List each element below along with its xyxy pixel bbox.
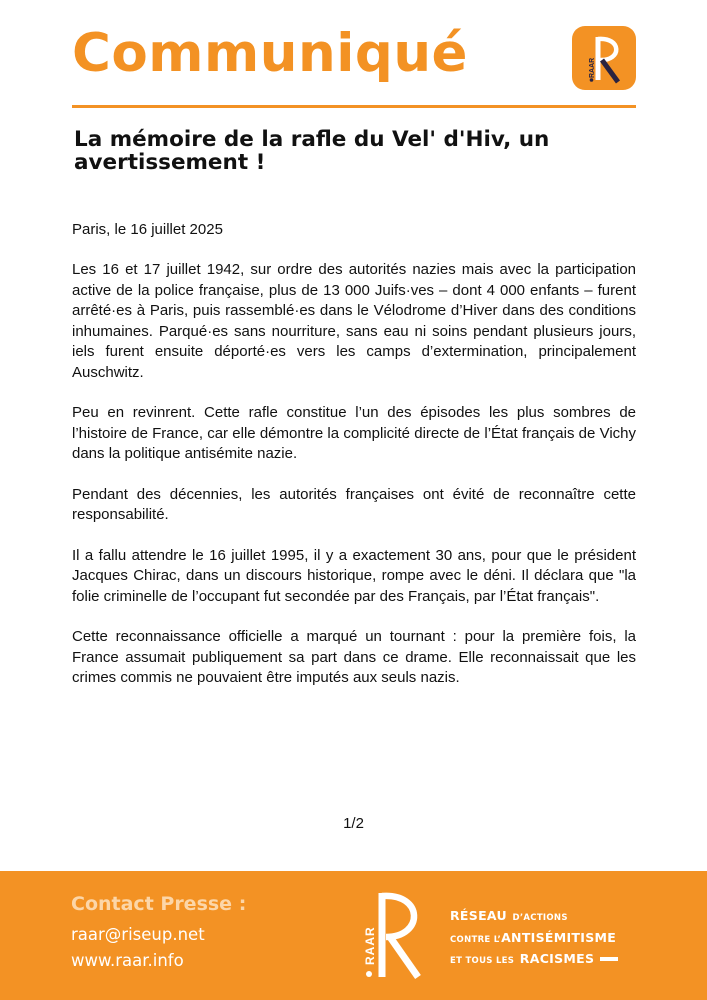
contact-title: Contact Presse : — [71, 893, 247, 915]
headline: La mémoire de la rafle du Vel' d'Hiv, un avertissement ! — [74, 127, 550, 175]
paragraph-4: Il a fallu attendre le 16 juillet 1995, il y a exactement 30 ans, pour que le président Jacques Chirac, dans un discours historique, rompe avec le déni. Il déclara que "la folie criminelle de l’occupant fut secondée par des Français, par l’État français". — [72, 546, 636, 605]
paragraph-1: Les 16 et 17 juillet 1942, sur ordre des autorités nazies mais avec la participation active de la police française, plus de 13 000 Juifs·ves – dont 4 000 enfants – furent arrêté·es à Paris, puis rassemblé·es dans le Vélodrome d’Hiver dans des conditions inhumaines. Parqué·es sans nourriture, sans eau ni soins pendant plusieurs jours, iels furent ensuite déporté·es vers les camps d’extermination, principalement Auschwitz. — [72, 261, 636, 381]
footer — [0, 871, 707, 1000]
contact-website[interactable]: www.raar.info — [71, 951, 184, 970]
org-word-contre: CONTRE L’ — [450, 934, 502, 945]
raar-logo — [572, 26, 636, 90]
body-text — [72, 260, 636, 709]
org-word-antisemitisme: ANTISÉMITISME — [501, 929, 617, 945]
footer-logo-text: RAAR — [363, 926, 377, 965]
org-bar — [600, 957, 618, 961]
dateline: Paris, le 16 juillet 2025 — [72, 221, 223, 238]
org-word-et-tous-les: ET TOUS LES — [450, 956, 515, 966]
paragraph-2: Peu en revinrent. Cette rafle constitue l’un des épisodes les plus sombres de l’histoire de France, car elle démontre la complicité directe de l’État français de Vichy dans la politique antisémite nazie. — [72, 404, 636, 462]
org-name — [450, 906, 618, 971]
paragraph-5: Cette reconnaissance officielle a marqué un tournant : pour la première fois, la France assumait publiquement sa part dans ce drame. Elle reconnaissait que les crimes commis ne pouvaient être imputés aux seuls nazis. — [72, 628, 636, 686]
contact-email[interactable]: raar@riseup.net — [71, 925, 205, 944]
org-word-reseau: RÉSEAU — [450, 908, 507, 923]
org-word-dactions: D’ACTIONS — [512, 913, 568, 923]
paragraph-3: Pendant des décennies, les autorités françaises ont évité de reconnaître cette responsabilité. — [72, 485, 636, 523]
header-divider — [72, 105, 636, 108]
page-number: 1/2 — [343, 815, 364, 832]
footer-raar-logo — [352, 885, 432, 985]
page-title: Communiqué — [72, 23, 469, 84]
raar-logo-mark — [572, 26, 636, 90]
org-word-racismes: RACISMES — [519, 951, 595, 966]
logo-text: RAAR — [589, 57, 596, 78]
